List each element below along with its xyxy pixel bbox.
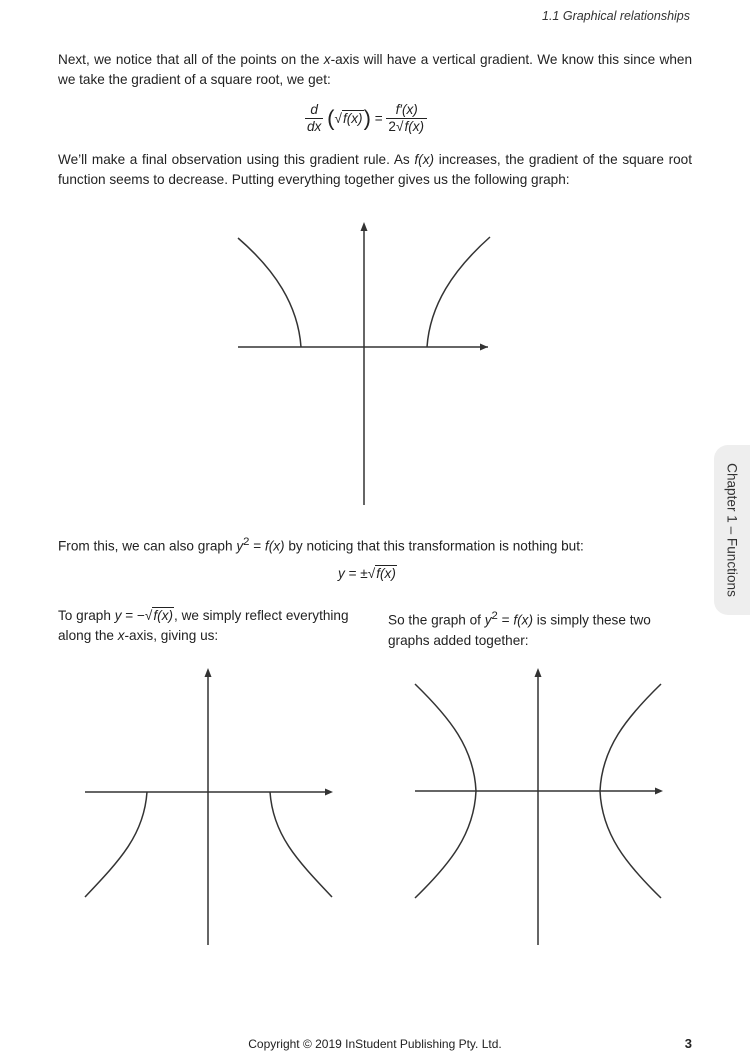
running-header: 1.1 Graphical relationships: [542, 9, 690, 23]
left-branch-curve: [85, 792, 147, 897]
text-run: From this, we can also graph: [58, 538, 237, 554]
left-column-text: [58, 606, 364, 646]
coefficient: 2: [388, 119, 396, 134]
paragraph-vertical-gradient: [58, 50, 692, 90]
math-variable: y: [338, 566, 345, 581]
fraction-denominator: [386, 118, 427, 135]
sqrt-icon: √: [334, 111, 342, 126]
equals-sign: =: [497, 612, 514, 628]
equals-sign: =: [374, 111, 383, 126]
page-number: 3: [684, 1036, 692, 1051]
right-branch-curve: [427, 237, 490, 347]
text-run: -axis, giving us:: [124, 628, 219, 643]
right-branch-curve: [600, 684, 661, 898]
equals-minus: = −: [121, 608, 145, 623]
right-branch-curve: [270, 792, 332, 897]
right-column-text: [388, 606, 694, 651]
rhs-fraction: [386, 102, 427, 135]
text-run: So the graph of: [388, 612, 485, 628]
math-expression: f(x): [513, 612, 533, 628]
equals-plus-minus: = ±: [344, 566, 368, 581]
text-run: We’ll make a final observation using this gradient rule. As: [58, 152, 415, 167]
x-axis-arrow-icon: [655, 788, 663, 795]
math-variable: y: [114, 608, 122, 623]
y-axis-arrow-icon: [205, 668, 212, 677]
y-axis-arrow-icon: [535, 668, 542, 677]
math-variable: y: [236, 538, 244, 554]
sqrt-radicand: f(x): [342, 111, 363, 126]
chapter-side-tab: [714, 445, 750, 615]
copyright-notice: Copyright © 2019 InStudent Publishing Pty. Ltd.: [248, 1037, 502, 1051]
text-run: , we simply reflect everything along the: [58, 608, 349, 643]
text-run: -axis will have a vertical gradient. We know this since when we take the gradient of a square root, we get:: [58, 52, 693, 87]
sqrt-icon: √: [144, 608, 153, 623]
sqrt-radicand: f(x): [376, 566, 396, 581]
math-variable: x: [117, 628, 125, 643]
paragraph-gradient-rule: [58, 150, 692, 190]
fraction-numerator: d: [310, 102, 318, 117]
x-axis-arrow-icon: [325, 789, 333, 796]
math-expression: f(x): [264, 538, 285, 554]
derivative-equation: [305, 102, 427, 135]
fraction-denominator: dx: [307, 119, 322, 134]
y-axis-arrow-icon: [361, 222, 368, 231]
text-run: Next, we notice that all of the points on the: [58, 52, 324, 67]
text-run: by noticing that this transformation is nothing but:: [284, 538, 584, 554]
exponent: 2: [243, 536, 250, 548]
math-variable: y: [484, 612, 492, 628]
sqrt-icon: √: [367, 566, 376, 581]
open-paren: (: [327, 105, 335, 131]
fraction-numerator: f′(x): [395, 102, 418, 117]
sqrt-radicand: f(x): [404, 119, 425, 134]
plus-minus-equation: [338, 566, 397, 581]
x-axis-arrow-icon: [480, 344, 488, 351]
text-run: is simply these two graphs added together:: [388, 612, 651, 648]
math-variable: x: [323, 52, 331, 67]
exponent: 2: [491, 610, 498, 622]
paragraph-y-squared: [58, 532, 692, 557]
math-expression: f(x): [414, 152, 435, 167]
sqrt-radicand: f(x): [153, 608, 174, 623]
sqrt-icon: √: [395, 119, 404, 134]
chapter-tab-label: Chapter 1 – Functions: [724, 463, 740, 597]
left-branch-curve: [415, 684, 476, 898]
text-run: increases, the gradient of the square root function seems to decrease. Putting everything together gives us the following graph:: [58, 152, 693, 187]
close-paren: ): [363, 105, 371, 131]
text-run: To graph: [58, 608, 115, 623]
equals-sign: =: [249, 538, 265, 554]
left-branch-curve: [238, 238, 301, 347]
d-dx-fraction: [305, 102, 323, 135]
